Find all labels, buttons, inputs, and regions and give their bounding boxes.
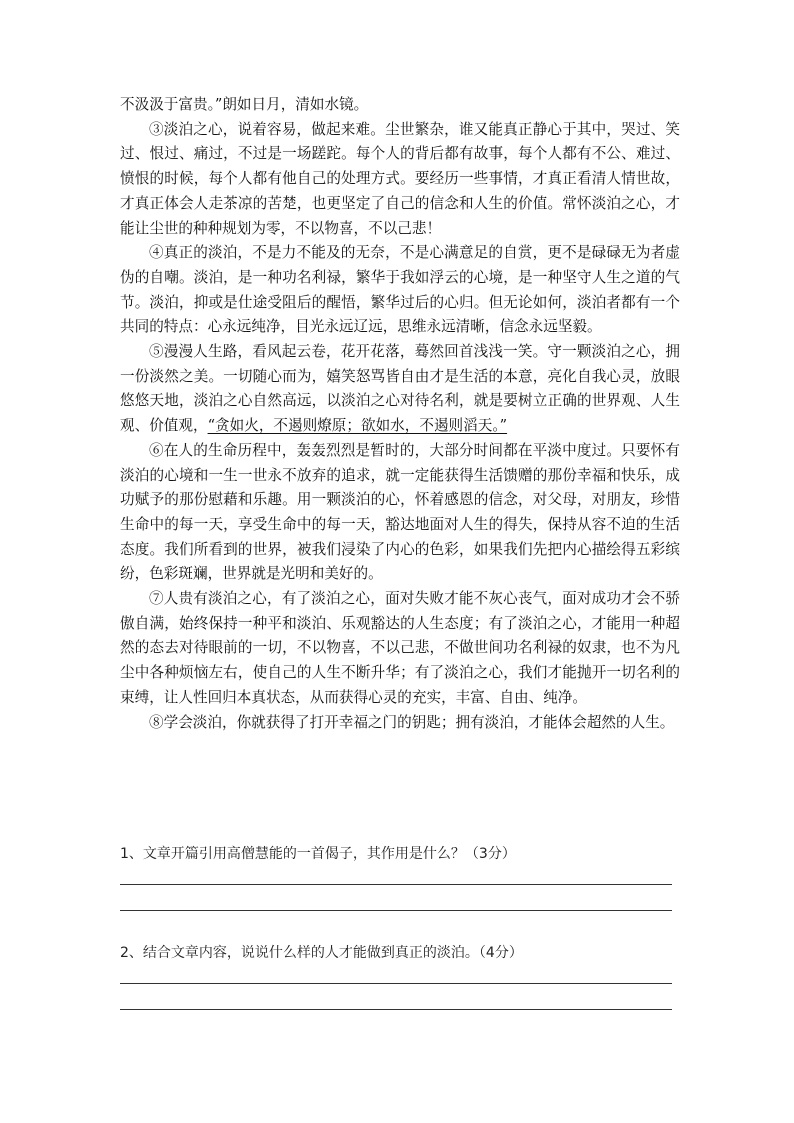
paragraph-3: ③淡泊之心，说着容易，做起来难。尘世繁杂，谁又能真正静心于其中，哭过、笑过、恨过、痛过，不过是一场蹉跎。每个人的背后都有故事，每个人都有不公、难过、愤恨的时候，每个人都有他自己的处理方式。要经历一些事情，才真正看清人情世故，才真正体会人走茶凉的苦楚，也更坚定了自己的信念和人生的价值。常怀淡泊之心，才能让尘世的种种规划为零，不以物喜，不以己悲！ <box>120 120 680 237</box>
paragraph-7: ⑦人贵有淡泊之心，有了淡泊之心，面对失败才能不灰心丧气，面对成功才会不骄傲自满，始终保持一种平和淡泊、乐观豁达的人生态度；有了淡泊之心，才能用一种超然的态去对待眼前的一切，不以物喜，不以己悲，不做世间功名利禄的奴隶，也不为凡尘中各种烦恼左右，使自己的人生不断升华；有了淡泊之心，我们才能抛开一切名利的束缚，让人性回归本真状态，从而获得心灵的充实，丰富、自由、纯净。 <box>120 590 680 706</box>
paragraph-5 <box>120 340 680 439</box>
article-body <box>120 93 680 735</box>
paragraph-5-text: ⑤漫漫人生路，看风起云卷，花开花落，蓦然回首浅浅一笑。守一颗淡泊之心，拥一份淡然之美。一切随心而为，嬉笑怒骂皆自由才是生活的本意，亮化自我心灵，放眼悠悠天地，淡泊之心自然高远，以淡泊之心对待名利，就是要树立正确的世界观、人生观、价值观， <box>120 343 680 435</box>
paragraph-continued: 不汲汲于富贵。”朗如日月，清如水镜。 <box>120 96 369 113</box>
answer-line-q1-1[interactable] <box>120 884 672 885</box>
paragraph-8: ⑧学会淡泊，你就获得了打开幸福之门的钥匙；拥有淡泊，才能体会超然的人生。 <box>149 713 675 731</box>
paragraph-6: ⑥在人的生命历程中，轰轰烈烈是暂时的，大部分时间都在平淡中度过。只要怀有淡泊的心境和一生一世永不放弃的追求，就一定能获得生活馈赠的那份幸福和快乐，成功赋予的那份慰藉和乐趣。用一颗淡泊的心，怀着感恩的信念，对父母，对朋友，珍惜生命中的每一天，享受生命中的每一天，豁达地面对人生的得失，保持从容不迫的生活态度。我们所看到的世界，被我们浸染了内心的色彩，如果我们先把内心描绘得五彩缤纷，色彩斑斓，世界就是光明和美好的。 <box>120 441 680 583</box>
question-2: 2、结合文章内容，说说什么样的人才能做到真正的淡泊。（4分） <box>120 945 523 961</box>
answer-line-q2-2[interactable] <box>120 1009 672 1010</box>
answer-line-q2-1[interactable] <box>120 983 672 984</box>
paragraph-4: ④真正的淡泊，不是力不能及的无奈，不是心满意足的自赏，更不是碌碌无为者虚伪的自嘲。淡泊，是一种功名利禄，繁华于我如浮云的心境，是一种坚守人生之道的气节。淡泊，抑或是仕途受阻后的醒悟，繁华过后的心归。但无论如何，淡泊者都有一个共同的特点：心永远纯净，目光永远辽远，思维永远清晰，信念永远坚毅。 <box>120 244 680 336</box>
question-1: 1、文章开篇引用高僧慧能的一首偈子，其作用是什么？（3分） <box>120 846 516 862</box>
answer-line-q1-2[interactable] <box>120 910 672 911</box>
underlined-quote: “贪如火，不遏则燎原；欲如水，不遏则滔天。” <box>207 417 508 435</box>
